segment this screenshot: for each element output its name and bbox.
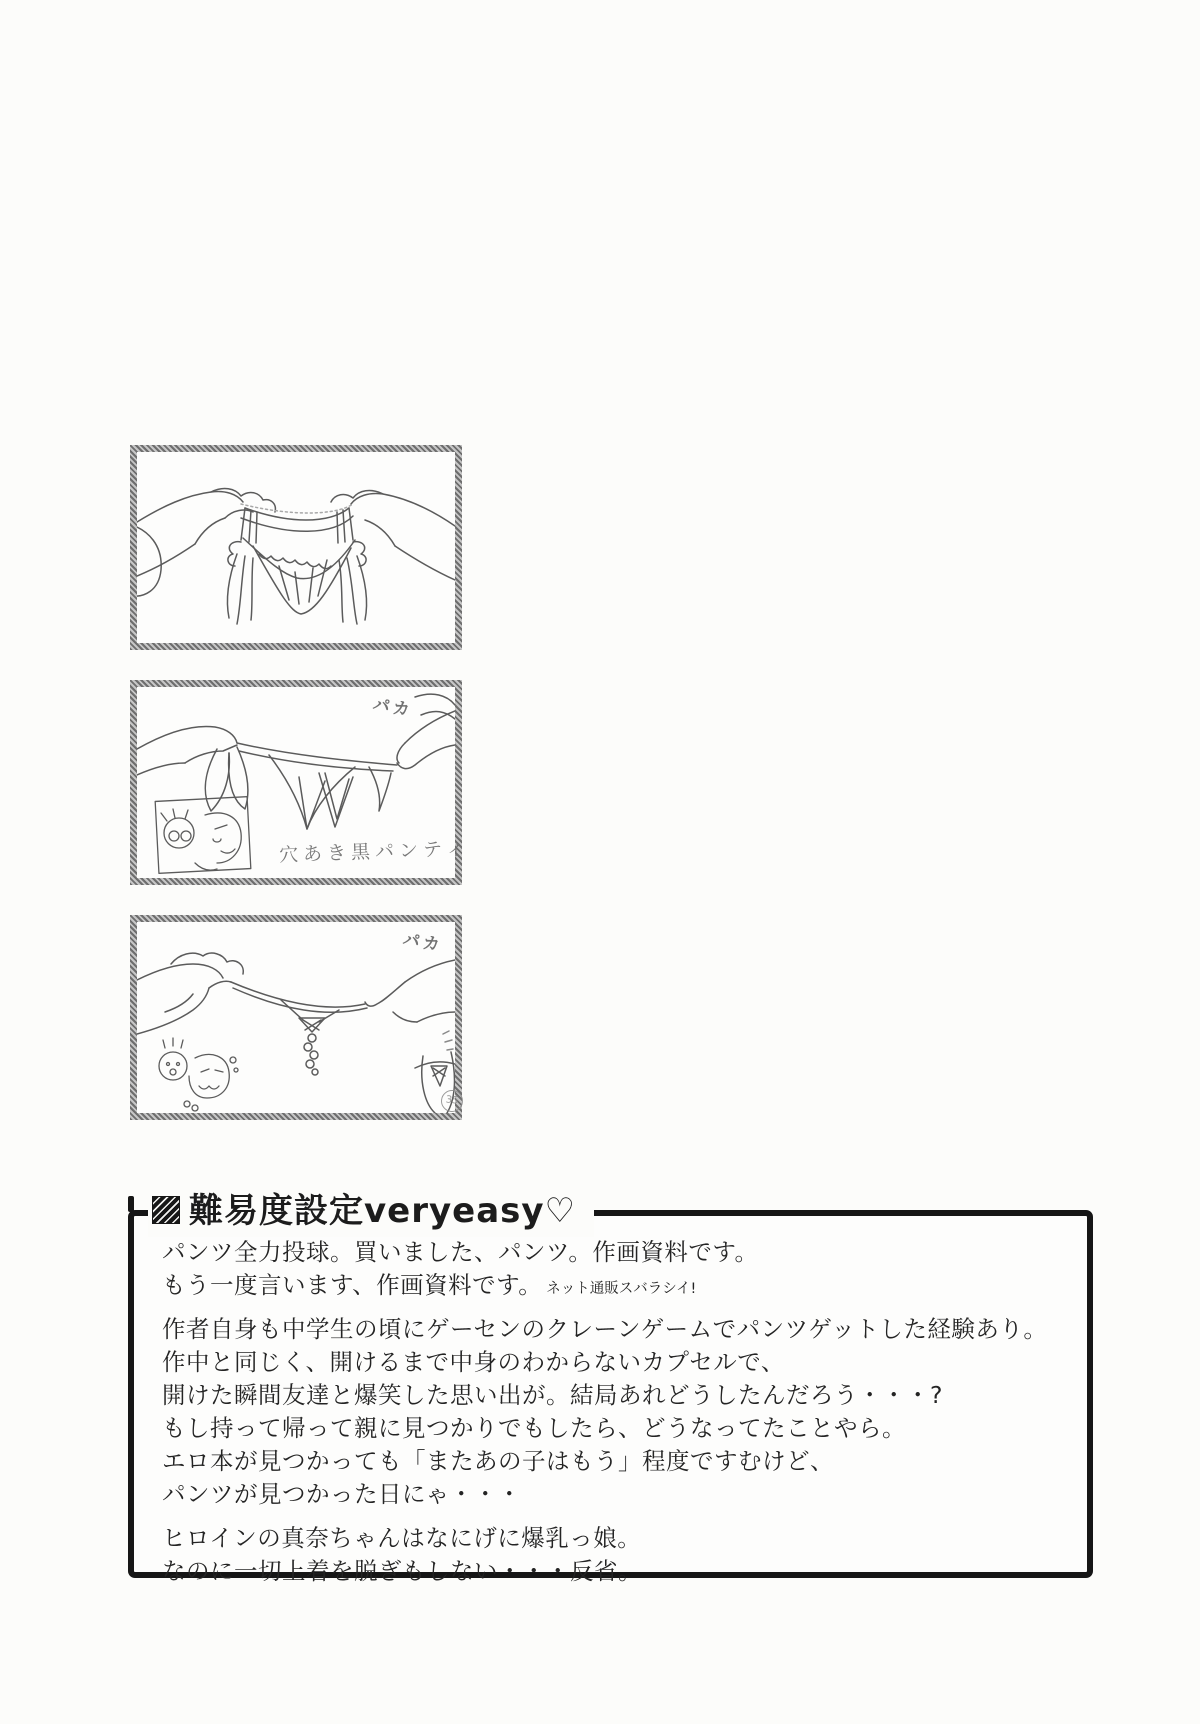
afterword-line: ヒロインの真奈ちゃんはなにげに爆乳っ娘。 [162, 1524, 642, 1552]
afterword-line: 開けた瞬間友達と爆笑した思い出が。結局あれどうしたんだろう・・・? [162, 1381, 943, 1409]
afterword-title [148, 1185, 594, 1237]
afterword-line: 作中と同じく、開けるまで中身のわからないカプセルで、 [162, 1348, 785, 1376]
afterword-paragraph [162, 1524, 1067, 1590]
left-hand-sketch [137, 489, 275, 597]
sketch-panel-2 [130, 680, 470, 885]
sfx-paka: パカ [401, 929, 444, 956]
afterword-line: パンツ全力投球。買いました、パンツ。作画資料です。 [162, 1238, 759, 1266]
afterword-paragraph [162, 1315, 1067, 1513]
sketch-panel-1 [130, 445, 462, 650]
afterword-body [162, 1238, 1067, 1601]
panty-sketch [237, 743, 397, 829]
left-hand-sketch [137, 953, 243, 1034]
border-corner-stub [128, 1196, 134, 1212]
string-thong [231, 982, 367, 1075]
panty-sketch [241, 508, 355, 614]
handwritten-caption: 穴あき黒パンティ [278, 837, 470, 867]
right-hand-sketch [365, 960, 455, 1022]
chibi-sketch [155, 797, 251, 874]
right-hand-sketch [331, 491, 455, 580]
hatched-square-icon [152, 1196, 180, 1224]
afterword-line: エロ本が見つかっても「またあの子はもう」程度ですむけど、 [162, 1447, 834, 1475]
afterword-line: 作者自身も中学生の頃にゲーセンのクレーンゲームでパンツゲットした経験あり。 [162, 1315, 1048, 1343]
side-tie-panty-sketch [137, 452, 455, 643]
left-hand-sketch [137, 726, 248, 811]
afterword-box [128, 1191, 1093, 1585]
sketch-panel-3 [130, 915, 462, 1120]
afterword-line: パンツが見つかった日にゃ・・・ [162, 1480, 522, 1508]
afterword-line: なのに一切上着を脱ぎもしない・・・反省。 [162, 1557, 642, 1585]
chibi-sketch [159, 1038, 238, 1111]
afterword-title-text: 難易度設定veryeasy♡ [189, 1191, 577, 1231]
circled-page-mark: 35 [440, 1089, 464, 1113]
afterword-line: もし持って帰って親に見つかりでもしたら、どうなってたことやら。 [162, 1414, 906, 1442]
sfx-paka: パカ [371, 694, 414, 721]
afterword-paragraph [162, 1238, 1067, 1304]
afterword-line: もう一度言います、作画資料です。 ネット通販スバラシイ! [162, 1271, 697, 1299]
